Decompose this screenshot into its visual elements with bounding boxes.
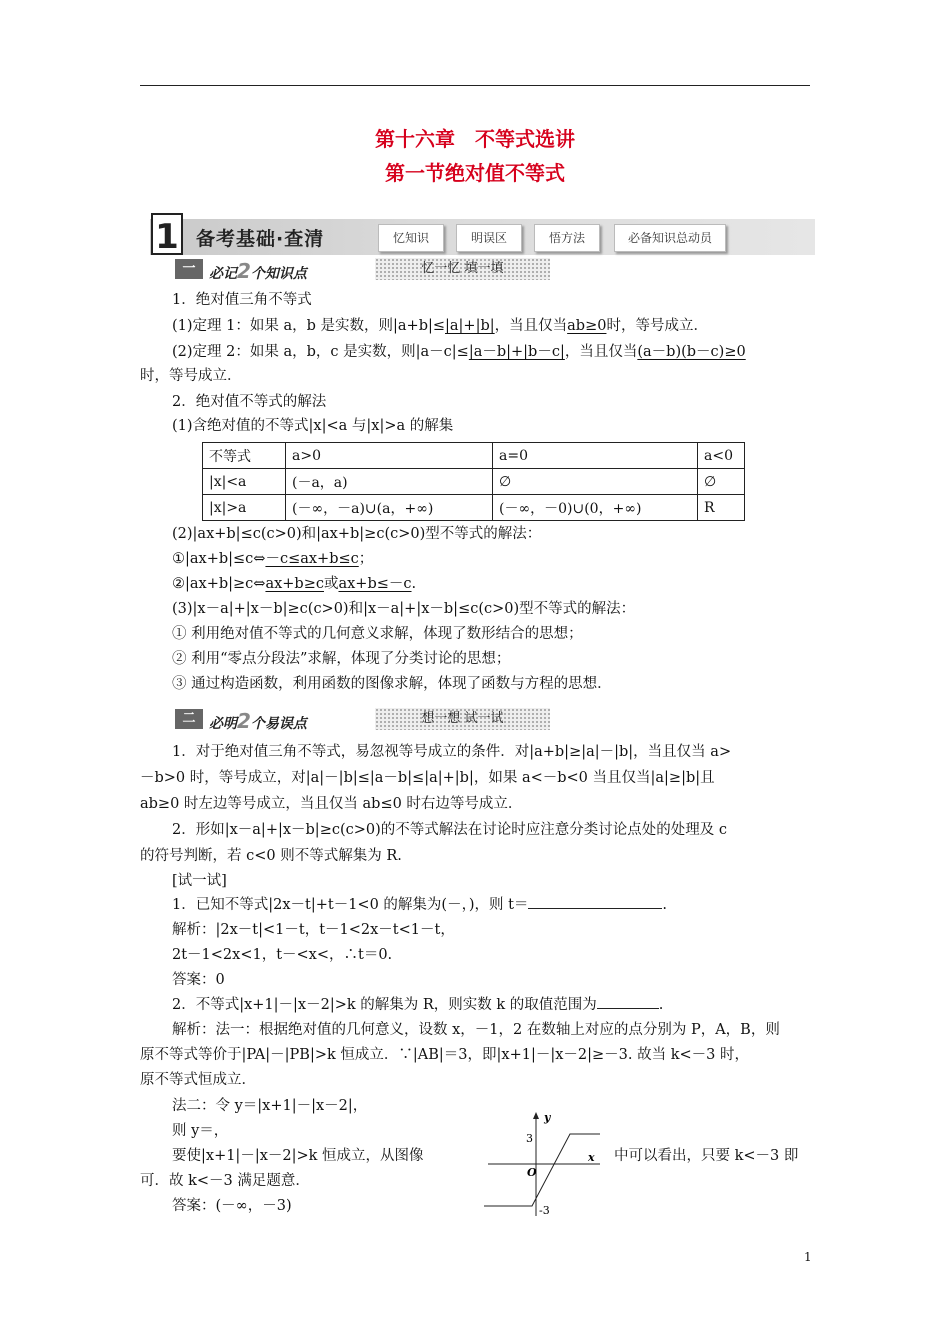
section-title-text: 必记2个知识点 — [209, 259, 307, 283]
text-line: (2)|ax+b|≤c(c>0)和|ax+b|≥c(c>0)型不等式的解法： — [172, 526, 542, 542]
text-line: 答案：0 — [172, 972, 225, 988]
table-row — [203, 443, 745, 469]
text-line: 的符号判断，若 c<0 则不等式解集为 R. — [140, 848, 402, 864]
table-cell: R — [698, 495, 745, 521]
text-line: ②|ax+b|≥c⇔ax+b≥c或ax+b≤－c. — [172, 576, 417, 592]
section-subtitle: 想一想 试一试 — [375, 708, 550, 730]
origin-label: O — [527, 1166, 537, 1179]
x-label: x — [588, 1151, 595, 1164]
section-title-text: 必明2个易误点 — [209, 709, 307, 733]
table-cell: (－∞，－0)∪(0，+∞) — [493, 495, 698, 521]
table-cell: (－∞，－a)∪(a，+∞) — [286, 495, 493, 521]
text-line: 2．形如|x－a|+|x－b|≥c(c>0)的不等式解法在讨论时应注意分类讨论点处的处理及 c — [172, 822, 728, 838]
text-line: ab≥0 时左边等号成立，当且仅当 ab≤0 时右边等号成立． — [140, 796, 523, 812]
text-line: 1．对于绝对值三角不等式，易忽视等号成立的条件．对|a+b|≥|a|－|b|，当且仅当 a> — [172, 744, 732, 760]
text-line: 中可以看出，只要 k<－3 即 — [614, 1148, 799, 1164]
text-line: ① 利用绝对值不等式的几何意义求解，体现了数形结合的思想； — [172, 626, 583, 642]
text-line: 答案：(－∞，－3) — [172, 1198, 292, 1214]
text-line: 时，等号成立． — [140, 368, 242, 384]
text-line: (1)定理 1：如果 a，b 是实数，则|a+b|≤|a|+|b|，当且仅当ab≥0时，等号成立． — [172, 318, 708, 334]
text-line: 则 y＝， — [172, 1123, 229, 1139]
table-cell: 不等式 — [203, 443, 286, 469]
text-line: ③ 通过构造函数，利用函数的图像求解，体现了函数与方程的思想． — [172, 676, 612, 692]
text-line: 可．故 k<－3 满足题意． — [140, 1173, 310, 1189]
text-line: (3)|x－a|+|x－b|≥c(c>0)和|x－a|+|x－b|≤c(c>0)型不等式的解法： — [172, 601, 636, 617]
table-cell: (－a，a) — [286, 469, 493, 495]
text-line: 原不等式恒成立． — [140, 1072, 256, 1088]
text-line: 2．绝对值不等式的解法 — [172, 394, 327, 410]
page-number: 1 — [804, 1250, 812, 1264]
text-line: 2t－1<2x<1，t－<x<，∴t＝0. — [172, 947, 393, 963]
tab-clarify-mistakes[interactable]: 明误区 — [456, 224, 522, 252]
graph-line — [484, 1134, 600, 1206]
banner-number-badge — [150, 212, 184, 256]
section-mark: 二 — [175, 709, 203, 729]
tab-essential-knowledge[interactable]: 必备知识总动员 — [614, 224, 726, 252]
text-line: 原不等式等价于|PA|－|PB|>k 恒成立．∵|AB|＝3，即|x+1|－|x－2|≥－3. 故当 k<－3 时， — [140, 1047, 749, 1063]
table-cell: |x|>a — [203, 495, 286, 521]
section-subtitle: 忆一忆 填一填 — [375, 258, 550, 280]
chapter-title: 第十六章 不等式选讲 — [375, 127, 575, 151]
table-cell: ∅ — [698, 469, 745, 495]
header-rule — [140, 85, 810, 86]
text-line: 1．已知不等式|2x－t|+t－1<0 的解集为(－，)，则 t＝ . — [172, 897, 668, 913]
y-axis-arrow — [533, 1112, 539, 1119]
tick-label-top: 3 — [526, 1132, 533, 1145]
section-title: 第一节绝对值不等式 — [385, 161, 565, 185]
tick-label-bottom: -3 — [539, 1204, 550, 1217]
text-line: ①|ax+b|≤c⇔－c≤ax+b≤c； — [172, 551, 374, 567]
function-graph — [484, 1112, 604, 1220]
text-line: 解析：法一：根据绝对值的几何意义，设数 x，－1，2 在数轴上对应的点分别为 P，A，B，则 — [172, 1022, 780, 1038]
table-row — [203, 469, 745, 495]
text-line: 法二：令 y＝|x+1|－|x－2|， — [172, 1098, 368, 1114]
text-line: [试一试] — [172, 873, 227, 889]
table-row — [203, 495, 745, 521]
section-head-mistakes — [175, 708, 550, 733]
banner-title: 备考基础·查清 — [196, 228, 325, 250]
text-line: (1)含绝对值的不等式|x|<a 与|x|>a 的解集 — [172, 418, 454, 434]
table-cell: ∅ — [493, 469, 698, 495]
text-line: －b>0 时，等号成立，对|a|－|b|≤|a－b|≤|a|+|b|，如果 a<－b<0 当且仅当|a|≥|b|且 — [140, 770, 715, 786]
text-line: 解析：|2x－t|<1－t，t－1<2x－t<1－t， — [172, 922, 455, 938]
text-line: 2．不等式|x+1|－|x－2|>k 的解集为 R，则实数 k 的取值范围为 . — [172, 997, 664, 1013]
solution-set-table — [202, 442, 745, 521]
answer-blank — [528, 908, 662, 909]
tab-recall-knowledge[interactable]: 忆知识 — [378, 224, 444, 252]
text-line: ② 利用“零点分段法”求解，体现了分类讨论的思想； — [172, 651, 511, 667]
table-cell: a>0 — [286, 443, 493, 469]
text-line: 1．绝对值三角不等式 — [172, 292, 312, 308]
banner-number: 1 — [155, 217, 179, 256]
tab-methods[interactable]: 悟方法 — [534, 224, 600, 252]
table-cell: a<0 — [698, 443, 745, 469]
text-line: 要使|x+1|－|x－2|>k 恒成立，从图像 — [172, 1148, 424, 1164]
table-cell: a=0 — [493, 443, 698, 469]
section-mark: 一 — [175, 259, 203, 279]
y-label: y — [544, 1112, 551, 1124]
answer-blank — [597, 1008, 659, 1009]
text-line: (2)定理 2：如果 a，b，c 是实数，则|a－c|≤|a－b|+|b－c|，当且仅当(a－b)(b－c)≥0 — [172, 344, 746, 360]
section-head-knowledge — [175, 258, 550, 283]
table-cell: |x|<a — [203, 469, 286, 495]
